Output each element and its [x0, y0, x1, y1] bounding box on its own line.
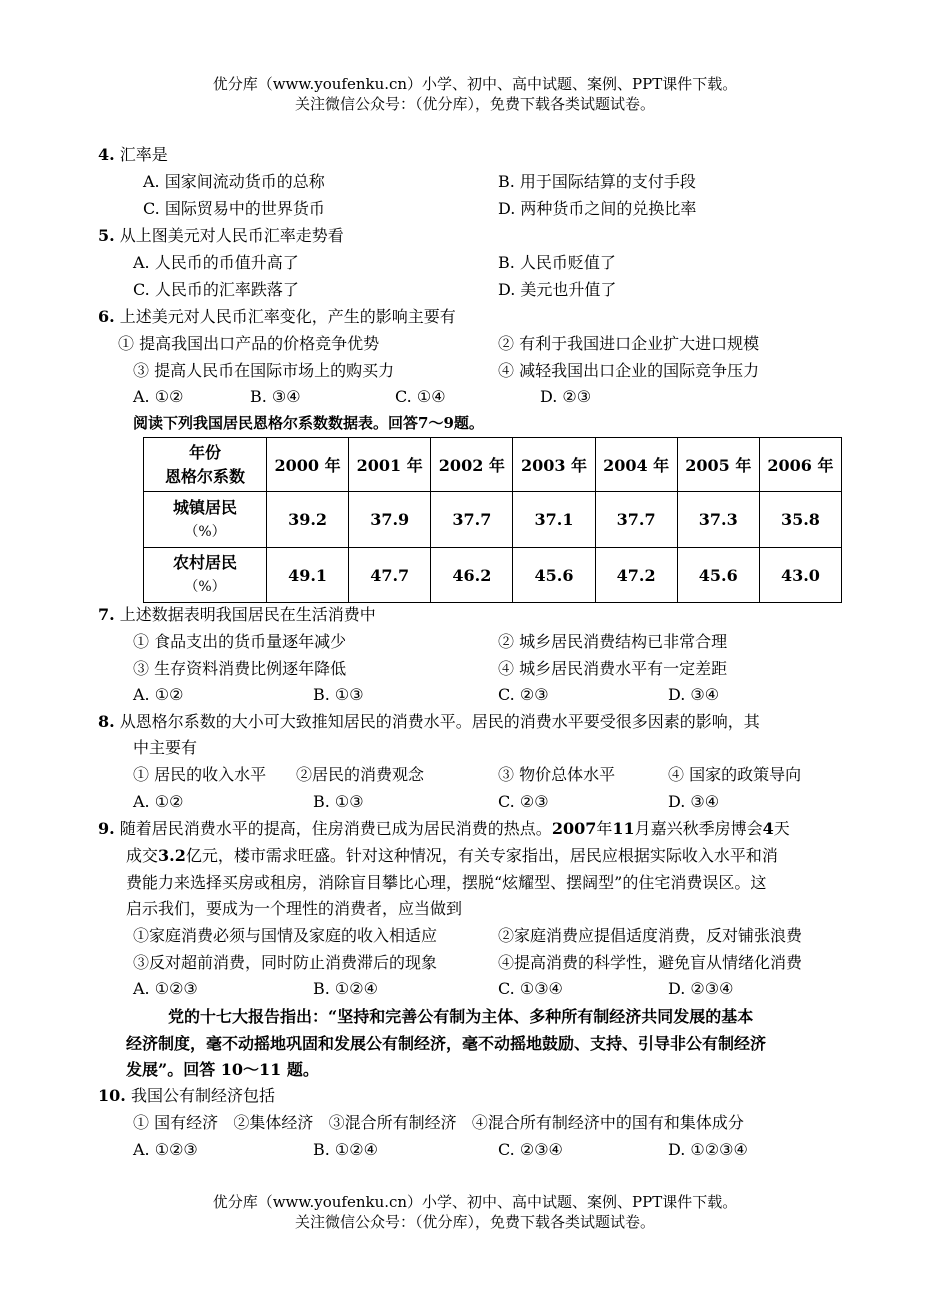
- table-cell: 46.2: [431, 548, 513, 603]
- statement-3: ③ 提高人民币在国际市场上的购买力: [133, 361, 395, 380]
- option-d: D. 两种货币之间的兑换比率: [498, 199, 697, 218]
- option-a: A. ①②③: [133, 1140, 198, 1159]
- statement-4: ④提高消费的科学性，避免盲从情绪化消费: [498, 953, 803, 972]
- year-header: 2002 年: [431, 438, 513, 492]
- table-cell: 37.1: [513, 492, 595, 548]
- year-header: 2006 年: [759, 438, 841, 492]
- question-number: 9.: [98, 819, 115, 838]
- statement-2: ②家庭消费应提倡适度消费，反对铺张浪费: [498, 926, 803, 945]
- question-stem: 我国公有制经济包括: [130, 1086, 275, 1105]
- stem-bold: 2007: [551, 819, 597, 838]
- table-cell: 47.7: [349, 548, 431, 603]
- question-stem-line-2: [126, 843, 778, 869]
- engel-coefficient-table: [143, 437, 842, 603]
- table-cell: 37.7: [595, 492, 677, 548]
- passage-line-2: 经济制度，毫不动摇地巩固和发展公有制经济，毫不动摇地鼓励、支持、引导非公有制经济: [126, 1034, 767, 1053]
- table-row-rural: [144, 548, 842, 603]
- option-b: B. ③④: [250, 387, 301, 406]
- footer-line-2: 关注微信公众号：（优分库），免费下载各类试题试卷。: [294, 1213, 655, 1231]
- statement-4: ④ 国家的政策导向: [668, 765, 802, 784]
- option-b: B. ①③: [313, 792, 364, 811]
- statement-1: ①家庭消费必须与国情及家庭的收入相适应: [133, 926, 438, 945]
- year-header: 2004 年: [595, 438, 677, 492]
- option-d: D. ③④: [668, 685, 720, 704]
- statement-2: ② 有利于我国进口企业扩大进口规模: [498, 334, 760, 353]
- option-d: D. ②③④: [668, 979, 734, 998]
- row-label-cell: [144, 492, 267, 548]
- statement-2: ② 城乡居民消费结构已非常合理: [498, 632, 728, 651]
- row-unit: （%）: [184, 523, 226, 540]
- option-c: C. 国际贸易中的世界货币: [143, 199, 325, 218]
- option-a: A. 人民币的币值升高了: [133, 253, 299, 272]
- question-8: [98, 709, 760, 735]
- question-stem-line-4: 启示我们，要成为一个理性的消费者，应当做到: [126, 899, 463, 918]
- table-cell: 39.2: [267, 492, 349, 548]
- stem-text: 成交: [126, 846, 159, 865]
- corner-bottom-label: 恩格尔系数: [164, 466, 245, 486]
- passage-line-1: 党的十七大报告指出：“坚持和完善公有制为主体、多种所有制经济共同发展的基本: [168, 1007, 754, 1026]
- option-b: B. 人民币贬值了: [498, 253, 616, 272]
- table-cell: 45.6: [513, 548, 595, 603]
- option-c: C. ②③④: [498, 1140, 563, 1159]
- option-d: D. ②③: [540, 387, 592, 406]
- option-b: B. 用于国际结算的支付手段: [498, 172, 696, 191]
- stem-text: 月嘉兴秋季房博会: [634, 819, 763, 838]
- statement-3: ③ 物价总体水平: [498, 765, 616, 784]
- option-d: D. 美元也升值了: [498, 280, 617, 299]
- year-header: 2005 年: [677, 438, 759, 492]
- table-cell: 35.8: [759, 492, 841, 548]
- row-label: 城镇居民: [172, 497, 237, 517]
- table-cell: 43.0: [759, 548, 841, 603]
- question-stem-cont: 中主要有: [133, 738, 198, 757]
- option-a: A. ①②③: [133, 979, 198, 998]
- table-cell: 37.7: [431, 492, 513, 548]
- option-d: D. ①②③④: [668, 1140, 748, 1159]
- option-a: A. ①②: [133, 387, 184, 406]
- option-c: C. ①③④: [498, 979, 563, 998]
- option-b: B. ①③: [313, 685, 364, 704]
- table-cell: 49.1: [267, 548, 349, 603]
- stem-text: 天: [773, 819, 790, 838]
- table-corner-cell: [144, 438, 267, 492]
- question-number: 8.: [98, 712, 115, 731]
- page-header: [0, 74, 950, 114]
- table-intro: 阅读下列我国居民恩格尔系数数据表。回答7～9题。: [133, 414, 484, 432]
- question-stem: 从上图美元对人民币汇率走势看: [119, 226, 344, 245]
- option-b: B. ①②④: [313, 1140, 378, 1159]
- year-header: 2003 年: [513, 438, 595, 492]
- option-c: C. 人民币的汇率跌落了: [133, 280, 299, 299]
- header-line-2: 关注微信公众号：（优分库），免费下载各类试题试卷。: [294, 95, 655, 113]
- question-number: 10.: [98, 1086, 126, 1105]
- statements: ① 国有经济 ②集体经济 ③混合所有制经济 ④混合所有制经济中的国有和集体成分: [133, 1113, 744, 1132]
- question-7: [98, 602, 376, 628]
- table-row-urban: [144, 492, 842, 548]
- question-stem: 汇率是: [119, 145, 168, 164]
- statement-4: ④ 减轻我国出口企业的国际竞争压力: [498, 361, 760, 380]
- question-6: [98, 304, 456, 330]
- header-line-1: 优分库（www.youfenku.cn）小学、初中、高中试题、案例、PPT课件下载。: [212, 75, 738, 93]
- year-header: 2001 年: [349, 438, 431, 492]
- question-9: [98, 816, 790, 842]
- question-10: [98, 1083, 275, 1109]
- option-c: C. ②③: [498, 685, 549, 704]
- question-4: [98, 142, 168, 168]
- option-a: A. 国家间流动货币的总称: [143, 172, 325, 191]
- table-cell: 37.3: [677, 492, 759, 548]
- question-stem: 从恩格尔系数的大小可大致推知居民的消费水平。居民的消费水平要受很多因素的影响，其: [119, 712, 760, 731]
- question-stem: 上述美元对人民币汇率变化，产生的影响主要有: [119, 307, 456, 326]
- stem-text: 年: [596, 819, 613, 838]
- row-unit: （%）: [184, 579, 226, 595]
- stem-bold: 4: [762, 819, 774, 838]
- statement-3: ③ 生存资料消费比例逐年降低: [133, 659, 347, 678]
- corner-top-label: 年份: [188, 442, 221, 462]
- table-cell: 37.9: [349, 492, 431, 548]
- row-label: 农村居民: [172, 553, 237, 572]
- question-stem: [120, 819, 790, 838]
- table-cell: 47.2: [595, 548, 677, 603]
- table-header-row: [144, 438, 842, 492]
- stem-text: 随着居民消费水平的提高，住房消费已成为居民消费的热点。: [119, 819, 552, 838]
- row-label-cell: [144, 548, 267, 603]
- question-5: [98, 223, 344, 249]
- option-b: B. ①②④: [313, 979, 378, 998]
- option-c: C. ①④: [395, 387, 446, 406]
- option-a: A. ①②: [133, 792, 184, 811]
- stem-bold: 3.2: [158, 846, 186, 865]
- table-cell: 45.6: [677, 548, 759, 603]
- statement-1: ① 食品支出的货币量逐年减少: [133, 632, 347, 651]
- question-stem: 上述数据表明我国居民在生活消费中: [119, 605, 376, 624]
- question-number: 4.: [98, 145, 115, 164]
- option-a: A. ①②: [133, 685, 184, 704]
- statement-4: ④ 城乡居民消费水平有一定差距: [498, 659, 728, 678]
- page-footer: [0, 1192, 950, 1232]
- statement-1: ① 居民的收入水平: [133, 765, 267, 784]
- stem-text: 亿元，楼市需求旺盛。针对这种情况，有关专家指出，居民应根据实际收入水平和消: [185, 846, 778, 865]
- option-c: C. ②③: [498, 792, 549, 811]
- passage-line-3: 发展”。回答 10～11 题。: [126, 1060, 319, 1079]
- footer-line-1: 优分库（www.youfenku.cn）小学、初中、高中试题、案例、PPT课件下载。: [212, 1193, 738, 1211]
- statement-3: ③反对超前消费，同时防止消费滞后的现象: [133, 953, 438, 972]
- question-number: 5.: [98, 226, 115, 245]
- question-stem-line-3: 费能力来选择买房或租房，消除盲目攀比心理，摆脱“炫耀型、摆阔型”的住宅消费误区。这: [126, 873, 767, 892]
- year-header: 2000 年: [267, 438, 349, 492]
- statement-1: ① 提高我国出口产品的价格竞争优势: [118, 334, 380, 353]
- question-number: 7.: [98, 605, 115, 624]
- statement-2: ②居民的消费观念: [296, 765, 425, 784]
- question-number: 6.: [98, 307, 115, 326]
- stem-bold: 11: [612, 819, 635, 838]
- option-d: D. ③④: [668, 792, 720, 811]
